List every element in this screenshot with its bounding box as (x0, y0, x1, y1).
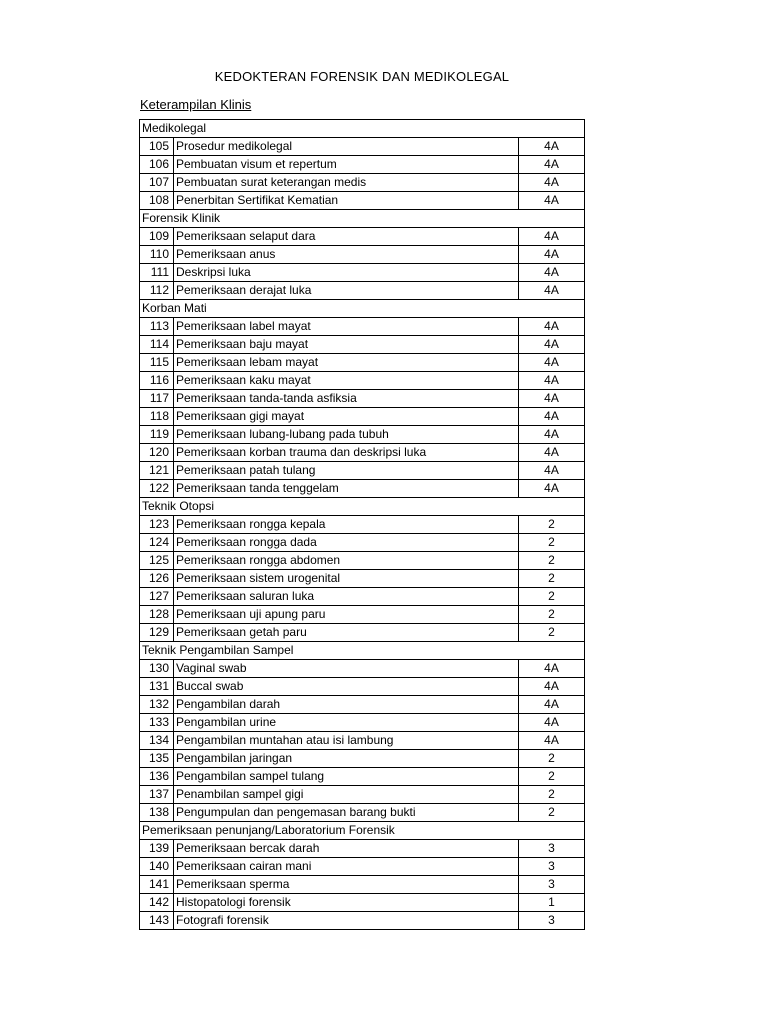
skill-name-cell: Pembuatan visum et repertum (174, 156, 519, 174)
skill-number-cell: 105 (140, 138, 174, 156)
table-row (140, 534, 585, 552)
competency-level-cell: 2 (519, 588, 585, 606)
skill-name-cell: Pemeriksaan tanda-tanda asfiksia (174, 390, 519, 408)
skill-name-cell: Pemeriksaan patah tulang (174, 462, 519, 480)
skill-number-cell: 122 (140, 480, 174, 498)
skill-name-cell: Pemeriksaan tanda tenggelam (174, 480, 519, 498)
skill-number-cell: 120 (140, 444, 174, 462)
section-title: Forensik Klinik (140, 210, 585, 228)
skill-number-cell: 114 (140, 336, 174, 354)
skill-name-cell: Pemeriksaan anus (174, 246, 519, 264)
competency-level-cell: 2 (519, 552, 585, 570)
competency-level-cell: 2 (519, 516, 585, 534)
skill-name-cell: Penambilan sampel gigi (174, 786, 519, 804)
skill-name-cell: Pemeriksaan bercak darah (174, 840, 519, 858)
table-row (140, 552, 585, 570)
competency-level-cell: 3 (519, 876, 585, 894)
competency-level-cell: 4A (519, 336, 585, 354)
table-row (140, 354, 585, 372)
competency-level-cell: 4A (519, 228, 585, 246)
competency-level-cell: 1 (519, 894, 585, 912)
competency-level-cell: 4A (519, 156, 585, 174)
table-row (140, 174, 585, 192)
skill-name-cell: Penerbitan Sertifikat Kematian (174, 192, 519, 210)
table-row (140, 138, 585, 156)
document-subtitle: Keterampilan Klinis (140, 97, 252, 112)
section-header-row (140, 642, 585, 660)
table-row (140, 462, 585, 480)
competency-level-cell: 4A (519, 138, 585, 156)
skill-name-cell: Pembuatan surat keterangan medis (174, 174, 519, 192)
skill-name-cell: Histopatologi forensik (174, 894, 519, 912)
skill-number-cell: 131 (140, 678, 174, 696)
skill-name-cell: Pemeriksaan selaput dara (174, 228, 519, 246)
competency-level-cell: 2 (519, 804, 585, 822)
competency-level-cell: 4A (519, 462, 585, 480)
skill-name-cell: Pemeriksaan korban trauma dan deskripsi luka (174, 444, 519, 462)
skill-number-cell: 142 (140, 894, 174, 912)
table-row (140, 588, 585, 606)
skill-name-cell: Pemeriksaan saluran luka (174, 588, 519, 606)
table-row (140, 858, 585, 876)
skill-number-cell: 135 (140, 750, 174, 768)
skill-name-cell: Pemeriksaan rongga kepala (174, 516, 519, 534)
skill-number-cell: 125 (140, 552, 174, 570)
skill-name-cell: Pemeriksaan rongga abdomen (174, 552, 519, 570)
section-header-row (140, 822, 585, 840)
competency-level-cell: 4A (519, 714, 585, 732)
table-row (140, 516, 585, 534)
skill-number-cell: 141 (140, 876, 174, 894)
skills-table-body (140, 120, 585, 930)
competency-level-cell: 4A (519, 174, 585, 192)
skill-number-cell: 109 (140, 228, 174, 246)
competency-level-cell: 4A (519, 192, 585, 210)
skill-number-cell: 118 (140, 408, 174, 426)
skill-number-cell: 110 (140, 246, 174, 264)
table-row (140, 714, 585, 732)
competency-level-cell: 3 (519, 912, 585, 930)
skill-name-cell: Pemeriksaan label mayat (174, 318, 519, 336)
skill-number-cell: 116 (140, 372, 174, 390)
section-header-row (140, 498, 585, 516)
skill-name-cell: Pemeriksaan sperma (174, 876, 519, 894)
table-row (140, 336, 585, 354)
competency-level-cell: 4A (519, 354, 585, 372)
skill-name-cell: Pemeriksaan rongga dada (174, 534, 519, 552)
competency-level-cell: 3 (519, 858, 585, 876)
skill-name-cell: Fotografi forensik (174, 912, 519, 930)
competency-level-cell: 2 (519, 786, 585, 804)
table-row (140, 228, 585, 246)
section-title: Teknik Otopsi (140, 498, 585, 516)
skill-name-cell: Pengambilan muntahan atau isi lambung (174, 732, 519, 750)
table-row (140, 282, 585, 300)
table-row (140, 426, 585, 444)
skill-name-cell: Prosedur medikolegal (174, 138, 519, 156)
competency-level-cell: 4A (519, 318, 585, 336)
competency-level-cell: 4A (519, 696, 585, 714)
skill-number-cell: 127 (140, 588, 174, 606)
section-title: Teknik Pengambilan Sampel (140, 642, 585, 660)
table-row (140, 390, 585, 408)
competency-level-cell: 4A (519, 480, 585, 498)
skill-name-cell: Pemeriksaan getah paru (174, 624, 519, 642)
skill-number-cell: 115 (140, 354, 174, 372)
competency-level-cell: 4A (519, 372, 585, 390)
table-row (140, 480, 585, 498)
skills-table (139, 119, 585, 930)
skill-number-cell: 112 (140, 282, 174, 300)
table-row (140, 786, 585, 804)
skill-number-cell: 139 (140, 840, 174, 858)
table-row (140, 408, 585, 426)
skill-number-cell: 143 (140, 912, 174, 930)
skill-name-cell: Deskripsi luka (174, 264, 519, 282)
competency-level-cell: 4A (519, 444, 585, 462)
skill-number-cell: 126 (140, 570, 174, 588)
competency-level-cell: 4A (519, 678, 585, 696)
competency-level-cell: 4A (519, 246, 585, 264)
competency-level-cell: 2 (519, 624, 585, 642)
table-row (140, 444, 585, 462)
competency-level-cell: 2 (519, 750, 585, 768)
competency-level-cell: 2 (519, 606, 585, 624)
table-row (140, 678, 585, 696)
skill-number-cell: 107 (140, 174, 174, 192)
skill-name-cell: Pemeriksaan sistem urogenital (174, 570, 519, 588)
competency-level-cell: 2 (519, 534, 585, 552)
competency-level-cell: 4A (519, 660, 585, 678)
skill-number-cell: 108 (140, 192, 174, 210)
competency-level-cell: 3 (519, 840, 585, 858)
skill-name-cell: Pemeriksaan uji apung paru (174, 606, 519, 624)
skill-number-cell: 117 (140, 390, 174, 408)
skill-number-cell: 138 (140, 804, 174, 822)
skill-name-cell: Pemeriksaan kaku mayat (174, 372, 519, 390)
skill-number-cell: 130 (140, 660, 174, 678)
skill-name-cell: Pengambilan urine (174, 714, 519, 732)
table-row (140, 840, 585, 858)
table-row (140, 192, 585, 210)
document-title: KEDOKTERAN FORENSIK DAN MEDIKOLEGAL (214, 69, 510, 84)
table-row (140, 156, 585, 174)
table-row (140, 246, 585, 264)
skill-name-cell: Pengambilan jaringan (174, 750, 519, 768)
table-row (140, 660, 585, 678)
table-row (140, 696, 585, 714)
skill-name-cell: Pemeriksaan derajat luka (174, 282, 519, 300)
competency-level-cell: 4A (519, 264, 585, 282)
table-row (140, 372, 585, 390)
skill-name-cell: Pengambilan sampel tulang (174, 768, 519, 786)
section-header-row (140, 210, 585, 228)
skill-number-cell: 119 (140, 426, 174, 444)
table-row (140, 606, 585, 624)
skill-name-cell: Buccal swab (174, 678, 519, 696)
skill-number-cell: 132 (140, 696, 174, 714)
table-row (140, 624, 585, 642)
skill-number-cell: 134 (140, 732, 174, 750)
section-header-row (140, 300, 585, 318)
skill-name-cell: Pemeriksaan cairan mani (174, 858, 519, 876)
skill-name-cell: Pemeriksaan baju mayat (174, 336, 519, 354)
skill-number-cell: 133 (140, 714, 174, 732)
skill-number-cell: 111 (140, 264, 174, 282)
competency-level-cell: 4A (519, 390, 585, 408)
table-row (140, 912, 585, 930)
table-row (140, 768, 585, 786)
skill-number-cell: 113 (140, 318, 174, 336)
skill-name-cell: Pengambilan darah (174, 696, 519, 714)
section-title: Medikolegal (140, 120, 585, 138)
skill-number-cell: 128 (140, 606, 174, 624)
skill-number-cell: 140 (140, 858, 174, 876)
skill-number-cell: 136 (140, 768, 174, 786)
skill-name-cell: Vaginal swab (174, 660, 519, 678)
table-row (140, 570, 585, 588)
competency-level-cell: 4A (519, 408, 585, 426)
skill-number-cell: 129 (140, 624, 174, 642)
table-row (140, 318, 585, 336)
competency-level-cell: 4A (519, 282, 585, 300)
skill-number-cell: 124 (140, 534, 174, 552)
section-title: Pemeriksaan penunjang/Laboratorium Forensik (140, 822, 585, 840)
table-row (140, 732, 585, 750)
section-title: Korban Mati (140, 300, 585, 318)
section-header-row (140, 120, 585, 138)
competency-level-cell: 2 (519, 768, 585, 786)
skill-number-cell: 121 (140, 462, 174, 480)
skill-name-cell: Pemeriksaan lebam mayat (174, 354, 519, 372)
table-row (140, 750, 585, 768)
table-row (140, 804, 585, 822)
table-row (140, 876, 585, 894)
skill-number-cell: 123 (140, 516, 174, 534)
skill-name-cell: Pengumpulan dan pengemasan barang bukti (174, 804, 519, 822)
table-row (140, 894, 585, 912)
competency-level-cell: 4A (519, 732, 585, 750)
competency-level-cell: 4A (519, 426, 585, 444)
skill-number-cell: 137 (140, 786, 174, 804)
skill-name-cell: Pemeriksaan lubang-lubang pada tubuh (174, 426, 519, 444)
table-row (140, 264, 585, 282)
competency-level-cell: 2 (519, 570, 585, 588)
skill-number-cell: 106 (140, 156, 174, 174)
skill-name-cell: Pemeriksaan gigi mayat (174, 408, 519, 426)
